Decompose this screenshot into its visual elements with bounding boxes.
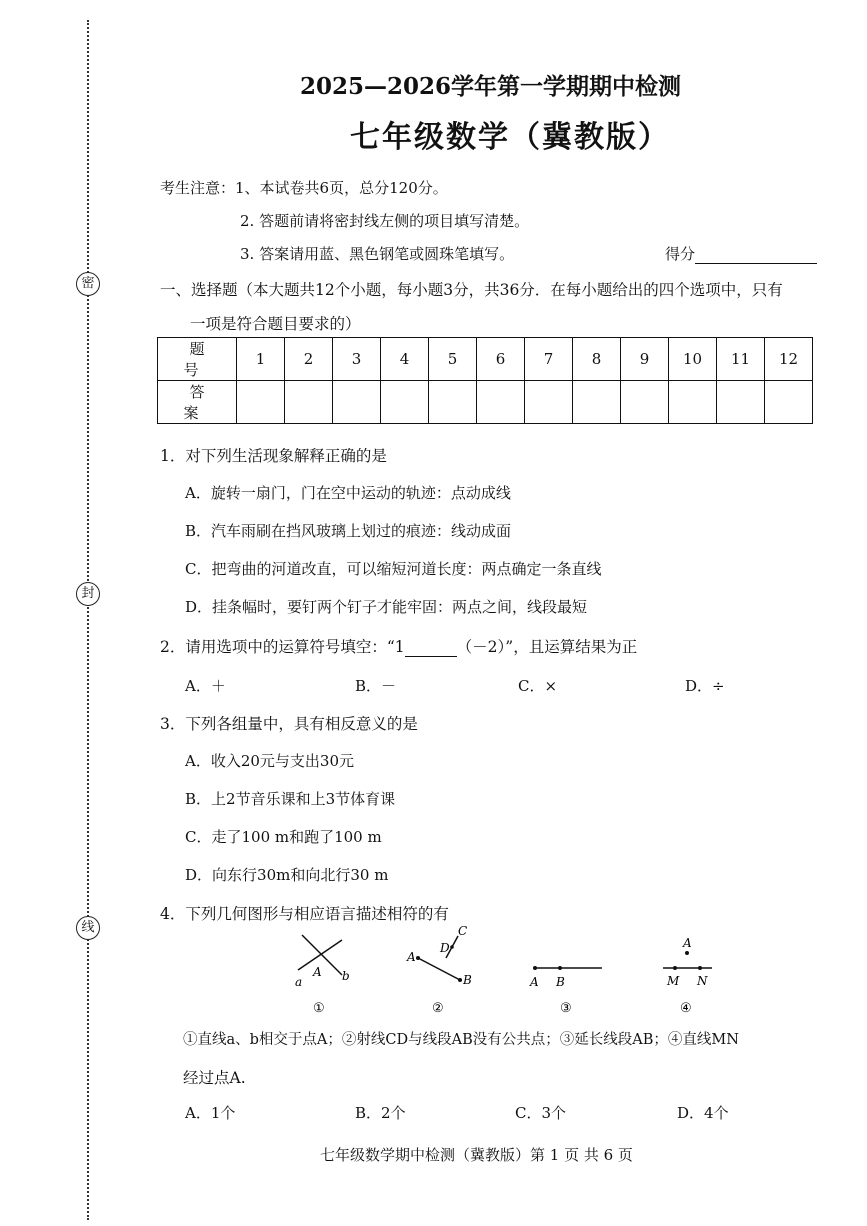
f2-label-A: A bbox=[407, 950, 416, 964]
page-footer: 七年级数学期中检测（冀教版）第 1 页 共 6 页 bbox=[320, 1146, 633, 1164]
f4-label-M: M bbox=[667, 974, 680, 988]
answer-cell[interactable] bbox=[429, 381, 477, 424]
answer-table-answer-row bbox=[158, 381, 813, 424]
q3-option-d: D．向东行30m和向北行30 m bbox=[185, 866, 389, 884]
q2-blank bbox=[405, 642, 457, 657]
q2-option-c: C．× bbox=[518, 677, 558, 695]
q4-option-b: B．2个 bbox=[355, 1104, 406, 1122]
answer-cell[interactable] bbox=[381, 381, 429, 424]
q2-option-a: A．＋ bbox=[185, 677, 226, 695]
answer-cell[interactable] bbox=[525, 381, 573, 424]
answer-cell[interactable] bbox=[765, 381, 813, 424]
f1-label-A: A bbox=[313, 965, 322, 979]
answer-cell[interactable] bbox=[237, 381, 285, 424]
seal-feng: 封 bbox=[76, 582, 100, 606]
answer-table bbox=[157, 337, 813, 424]
notice-label: 考生注意： bbox=[160, 179, 236, 197]
f2-number: ② bbox=[432, 1001, 444, 1016]
f4-label-N: N bbox=[697, 974, 708, 988]
q2-option-b: B．－ bbox=[355, 677, 397, 695]
q4-stem: 4．下列几何图形与相应语言描述相符的有 bbox=[160, 905, 449, 923]
f1-label-a: a bbox=[295, 975, 303, 989]
f4-label-A: A bbox=[683, 936, 692, 950]
score-blank[interactable] bbox=[695, 248, 817, 264]
answer-cell[interactable] bbox=[621, 381, 669, 424]
seal-xian: 线 bbox=[76, 916, 100, 940]
f2-label-C: C bbox=[458, 924, 468, 938]
q3-option-b: B．上2节音乐课和上3节体育课 bbox=[185, 790, 396, 808]
notice-item-1 bbox=[160, 177, 448, 198]
question-number-cell: 5 bbox=[429, 338, 477, 381]
f3-label-A: A bbox=[530, 975, 539, 989]
f2-label-B: B bbox=[463, 973, 472, 987]
score-field[interactable] bbox=[665, 243, 817, 264]
row-label-answer: 答 案 bbox=[158, 381, 237, 424]
row-label-number: 题 号 bbox=[158, 338, 237, 381]
notice-text-1: 1、本试卷共6页，总分120分。 bbox=[235, 179, 448, 197]
question-number-cell: 8 bbox=[573, 338, 621, 381]
q1-stem: 1．对下列生活现象解释正确的是 bbox=[160, 447, 387, 465]
q2-stem bbox=[160, 635, 637, 657]
q1-option-c: C．把弯曲的河道改直，可以缩短河道长度：两点确定一条直线 bbox=[185, 560, 602, 578]
q2-stem-pre: 2．请用选项中的运算符号填空：“1 bbox=[160, 638, 405, 656]
seal-mi: 密 bbox=[76, 272, 100, 296]
notice-item-2: 2. 答题前请将密封线左侧的项目填写清楚。 bbox=[240, 212, 530, 230]
answer-cell[interactable] bbox=[333, 381, 381, 424]
q3-option-c: C．走了100 m和跑了100 m bbox=[185, 828, 382, 846]
q1-option-a: A．旋转一扇门，门在空中运动的轨迹：点动成线 bbox=[185, 484, 511, 502]
q2-option-d: D．÷ bbox=[685, 677, 725, 695]
exam-subtitle: 七年级数学（冀教版） bbox=[350, 120, 670, 155]
q2-stem-post: （－2）”，且运算结果为正 bbox=[456, 638, 638, 656]
f4-number: ④ bbox=[680, 1001, 692, 1016]
question-number-cell: 1 bbox=[237, 338, 285, 381]
figure-3 bbox=[529, 966, 602, 1016]
q1-option-b: B．汽车雨刷在挡风玻璃上划过的痕迹：线动成面 bbox=[185, 522, 512, 540]
answer-cell[interactable] bbox=[717, 381, 765, 424]
f2-label-D: D bbox=[440, 941, 450, 955]
q4-description-line2: 经过点A. bbox=[183, 1069, 246, 1087]
f3-label-B: B bbox=[556, 975, 565, 989]
q4-figures bbox=[280, 920, 740, 1020]
answer-cell[interactable] bbox=[669, 381, 717, 424]
question-number-cell: 6 bbox=[477, 338, 525, 381]
answer-cell[interactable] bbox=[573, 381, 621, 424]
q3-stem: 3．下列各组量中，具有相反意义的是 bbox=[160, 715, 418, 733]
q4-option-d: D．4个 bbox=[677, 1104, 729, 1122]
f1-label-b: b bbox=[342, 969, 350, 983]
answer-cell[interactable] bbox=[477, 381, 525, 424]
question-number-cell: 12 bbox=[765, 338, 813, 381]
exam-title: 2025—2026学年第一学期期中检测 bbox=[300, 73, 682, 100]
answer-cell[interactable] bbox=[285, 381, 333, 424]
question-number-cell: 7 bbox=[525, 338, 573, 381]
f3-number: ③ bbox=[560, 1001, 572, 1016]
question-number-cell: 3 bbox=[333, 338, 381, 381]
score-label: 得分 bbox=[665, 245, 696, 263]
question-number-cell: 2 bbox=[285, 338, 333, 381]
section-heading-line1: 一、选择题（本大题共12个小题，每小题3分，共36分．在每小题给出的四个选项中，只有 bbox=[160, 281, 783, 299]
figure-1 bbox=[295, 935, 350, 1016]
question-number-cell: 10 bbox=[669, 338, 717, 381]
question-number-cell: 4 bbox=[381, 338, 429, 381]
q4-option-c: C．3个 bbox=[515, 1104, 567, 1122]
answer-table-number-row bbox=[158, 338, 813, 381]
f1-number: ① bbox=[313, 1001, 325, 1016]
q3-option-a: A．收入20元与支出30元 bbox=[185, 752, 355, 770]
binding-dotted-line bbox=[87, 20, 89, 1220]
q4-option-a: A．1个 bbox=[185, 1104, 236, 1122]
figure-4 bbox=[663, 936, 712, 1016]
notice-item-3: 3. 答案请用蓝、黑色钢笔或圆珠笔填写。 bbox=[240, 245, 515, 263]
section-heading-line2: 一项是符合题目要求的） bbox=[190, 315, 361, 333]
question-number-cell: 9 bbox=[621, 338, 669, 381]
q1-option-d: D．挂条幅时，要钉两个钉子才能牢固：两点之间，线段最短 bbox=[185, 598, 588, 616]
figure-2 bbox=[406, 924, 472, 1016]
question-number-cell: 11 bbox=[717, 338, 765, 381]
q4-description-line1: ①直线a、b相交于点A；②射线CD与线段AB没有公共点；③延长线段AB；④直线MN bbox=[183, 1032, 739, 1048]
